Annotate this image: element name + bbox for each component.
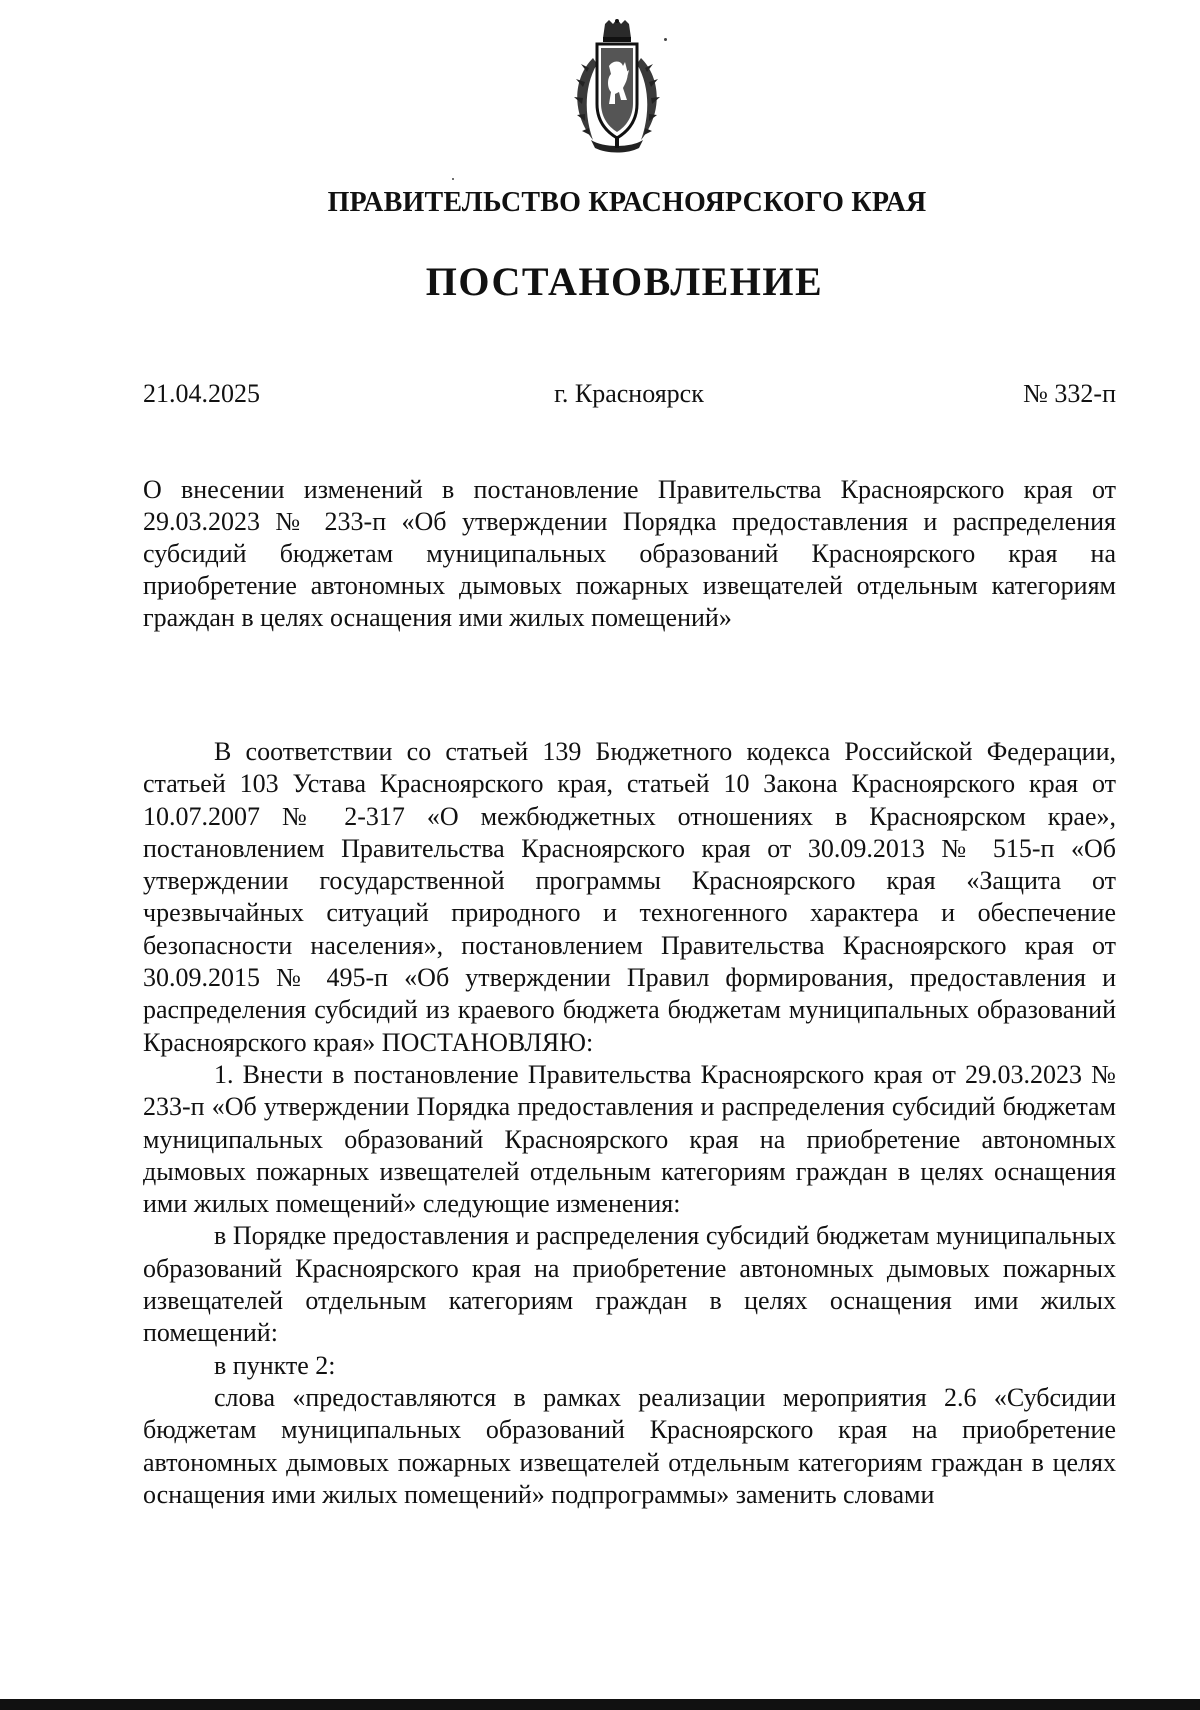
body-paragraph: в Порядке предоставления и распределения субсидий бюджетам муниципальных образований Красноярского края на приобретение автономных дымовых пожарных извещателей отдельным категориям граждан в целях оснащения ими жилых помещений:: [143, 1221, 1116, 1348]
scan-speck: [452, 178, 454, 180]
scan-speck: [664, 38, 667, 41]
document-date: 21.04.2025: [143, 379, 260, 408]
document-number: № 332-п: [1023, 379, 1116, 408]
body-paragraph: 1. Внести в постановление Правительства Красноярского края от 29.03.2023 № 233-п «Об утверждении Порядка предоставления и распределения субсидий бюджетам муниципальных образований Красноярского края на приобретение автономных дымовых пожарных извещателей отдельным категориям граждан в целях оснащения ими жилых помещений» следующие изменения:: [143, 1059, 1116, 1219]
krasnoyarsk-coat-of-arms-icon: [563, 18, 671, 154]
document-type: ПОСТАНОВЛЕНИЕ: [425, 259, 824, 304]
body-paragraph: В соответствии со статьей 139 Бюджетного кодекса Российской Федерации, статьей 103 Устава Красноярского края, статьей 10 Закона Красноярского края от 10.07.2007 № 2-317 «О межбюджетных отношениях в Красноярском крае», постановлением Правительства Красноярского края от 30.09.2013 № 515-п «Об утверждении государственной программы Красноярского края «Защита от чрезвычайных ситуаций природного и техногенного характера и обеспечение безопасности населения», постановлением Правительства Красноярского края от 30.09.2015 № 495-п «Об утверждении Правил формирования, предоставления и распределения субсидий из краевого бюджета бюджетам муниципальных образований Красноярского края» ПОСТАНОВЛЯЮ:: [143, 737, 1116, 1057]
document-title: О внесении изменений в постановление Правительства Красноярского края от 29.03.2023 № 233-п «Об утверждении Порядка предоставления и распределения субсидий бюджетам муниципальных образований Красноярского края на приобретение автономных дымовых пожарных извещателей отдельным категориям граждан в целях оснащения ими жилых помещений»: [143, 475, 1116, 632]
scan-edge-bar: [0, 1699, 1200, 1710]
document-body: [143, 736, 1116, 1511]
body-paragraph: слова «предоставляются в рамках реализации мероприятия 2.6 «Субсидии бюджетам муниципальных образований Красноярского края на приобретение автономных дымовых пожарных извещателей отдельным категориям граждан в целях оснащения ими жилых помещений» подпрограммы» заменить словами: [143, 1382, 1116, 1509]
organization-name: ПРАВИТЕЛЬСТВО КРАСНОЯРСКОГО КРАЯ: [327, 187, 927, 218]
document-city: г. Красноярск: [554, 379, 704, 408]
body-paragraph: в пункте 2:: [214, 1350, 336, 1380]
